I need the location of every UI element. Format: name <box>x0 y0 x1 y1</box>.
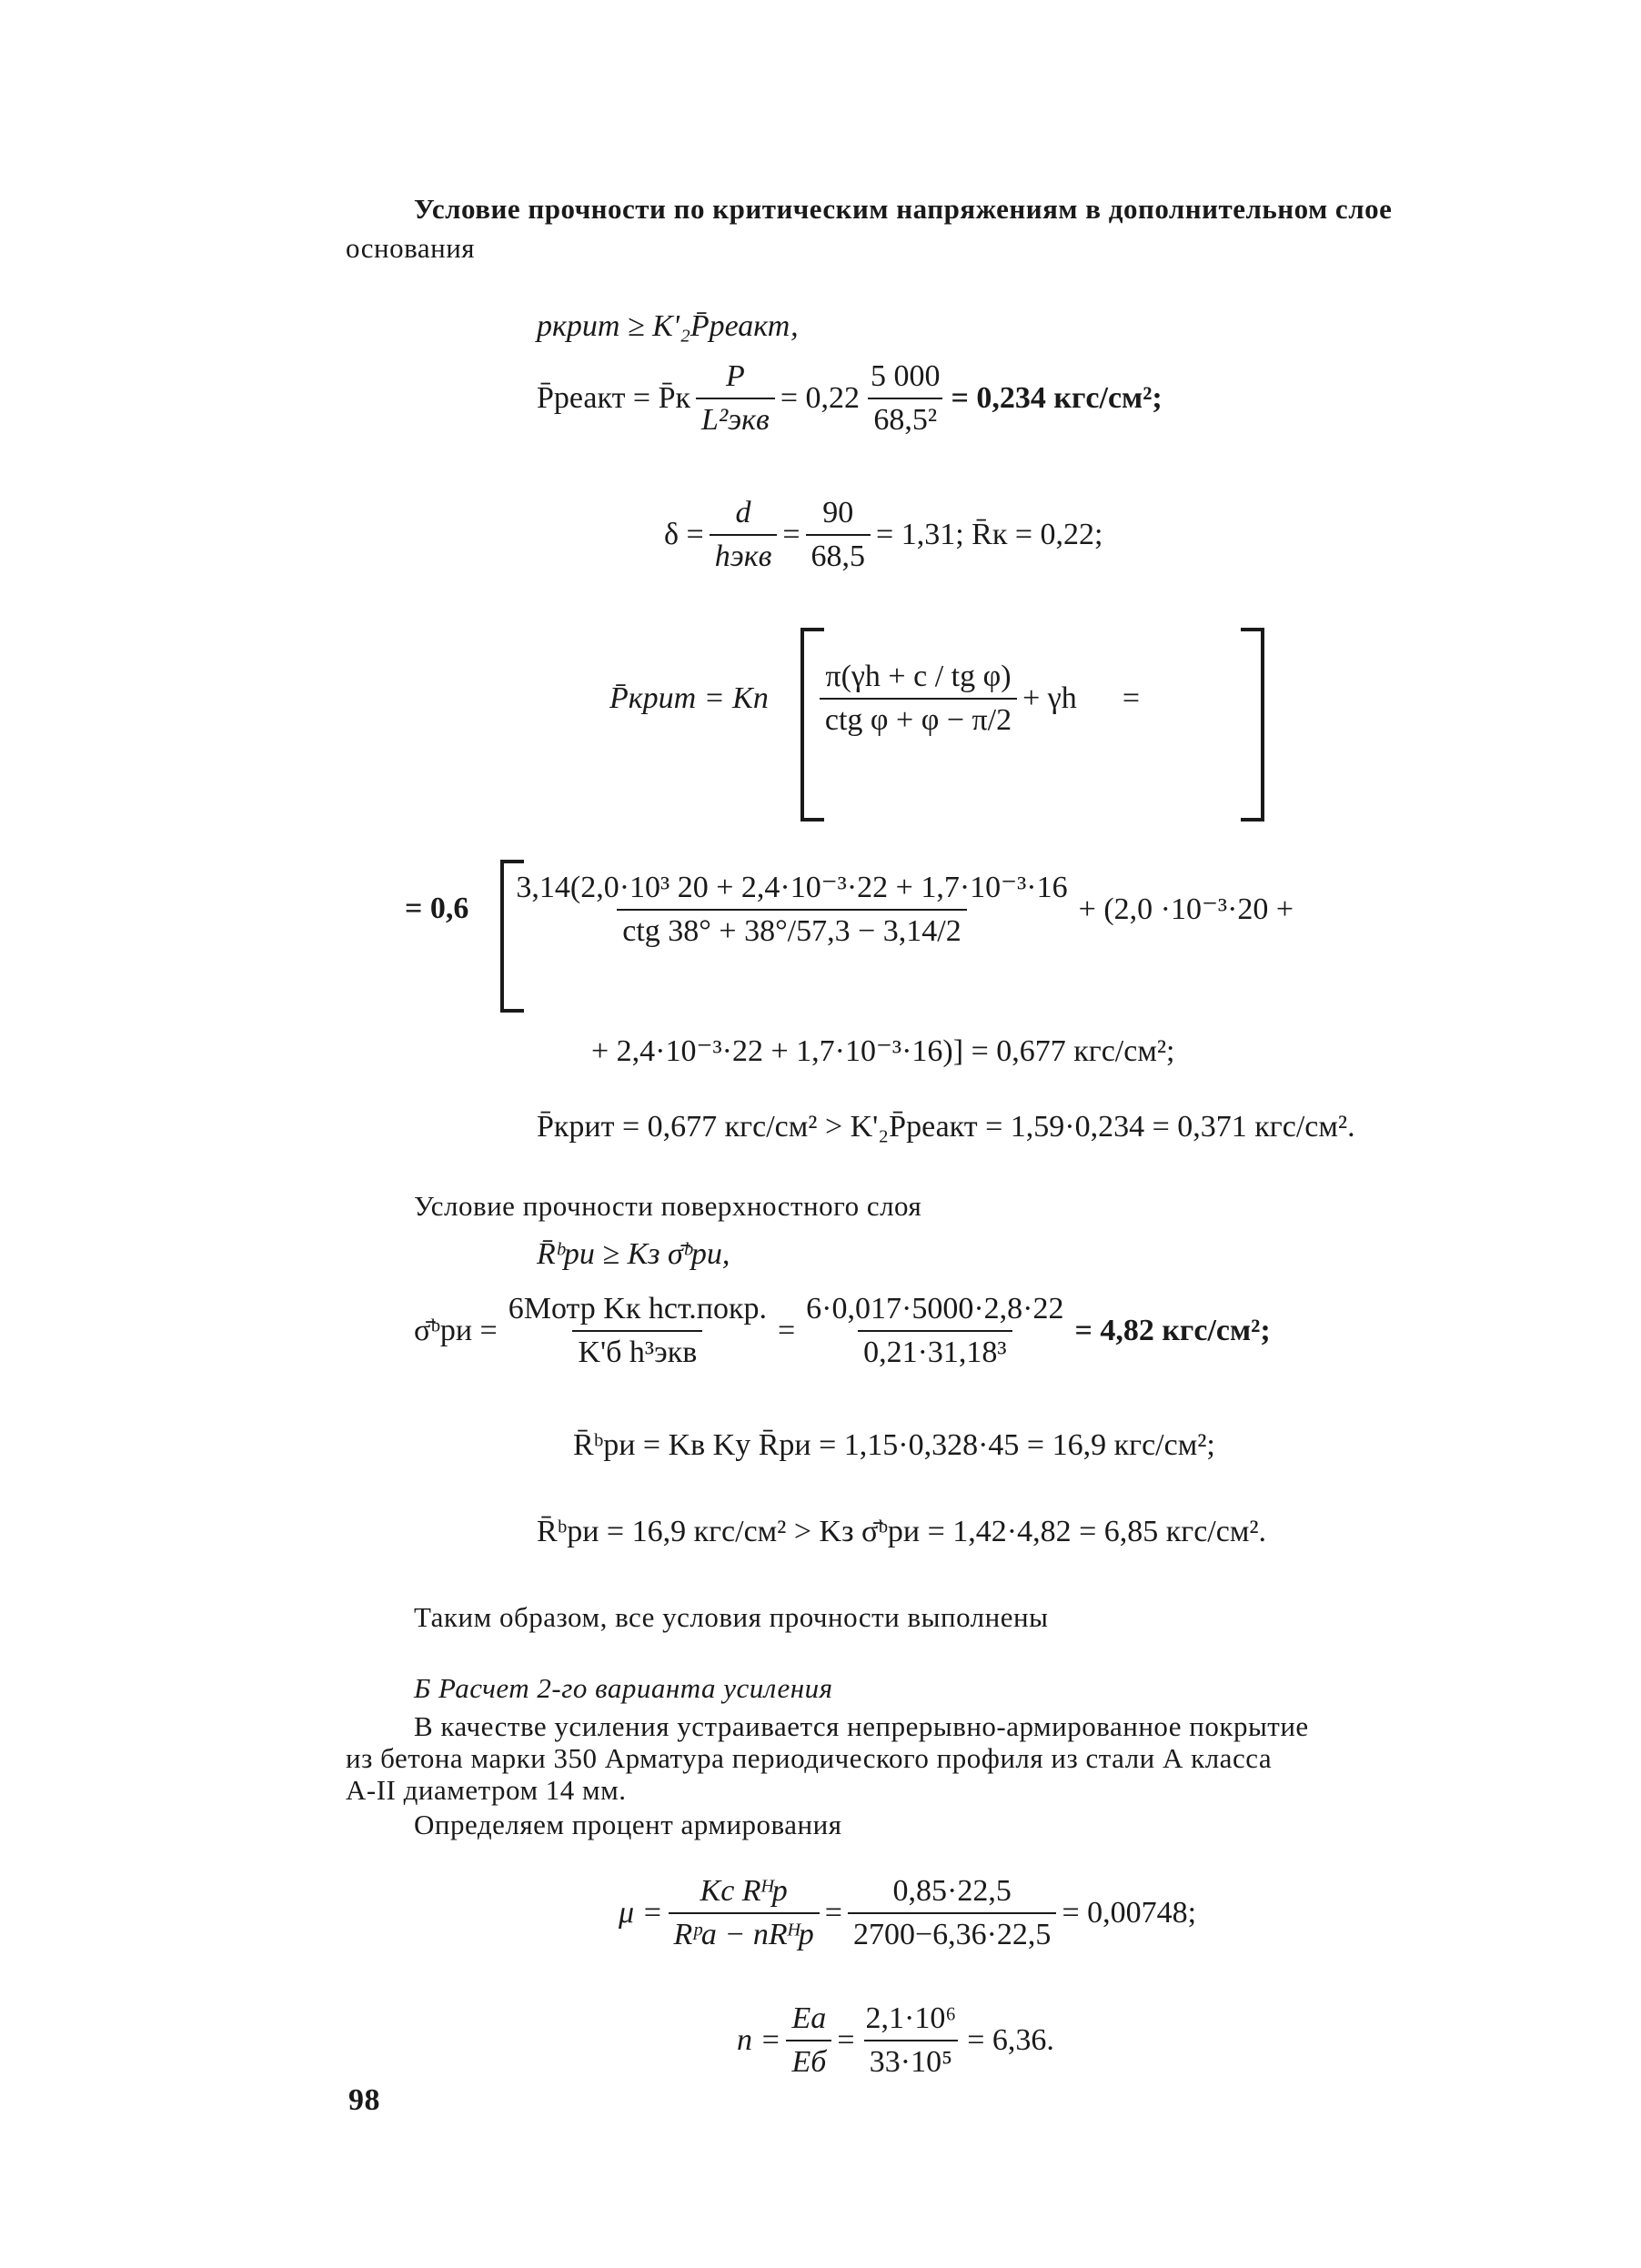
eq4-lhs: P̄крит = Kп <box>609 681 769 715</box>
paragraph-strength-condition-critical <box>414 193 1392 226</box>
eq5-lhs: = 0,6 <box>405 892 469 925</box>
eq2-mid: = 0,22 <box>780 381 860 415</box>
eq2-fraction-1 <box>696 359 775 438</box>
eq13-fraction-1 <box>786 2001 831 2080</box>
eq2-f1-num: P <box>726 359 745 393</box>
eq5-tail: + (2,0 ·10⁻³·20 + <box>1078 892 1294 926</box>
body-line-3: А-II диаметром 14 мм. <box>346 1774 627 1806</box>
body-line-4: Определяем процент армирования <box>414 1809 842 1840</box>
body-line-2: из бетона марки 350 Арматура периодического профиля из стали А класса <box>346 1742 1273 1774</box>
eq13-f1-den: Eб <box>786 2040 831 2080</box>
eq3-f2-den: 68,5 <box>806 534 871 574</box>
eq9-f2-num: 6·0,017·5000·2,8·22 <box>806 1292 1064 1326</box>
eq5-num: 3,14(2,0·10³ 20 + 2,4·10⁻³·22 + 1,7·10⁻³·16 <box>516 871 1068 904</box>
equation-7: P̄крит = 0,677 кгс/см² > K'₂P̄реакт = 1,59·0,234 = 0,371 кгс/см². <box>537 1110 1355 1144</box>
eq13-rhs: = 6,36. <box>967 2023 1054 2057</box>
equation-4 <box>609 660 1140 738</box>
eq12-f2-num: 0,85·22,5 <box>892 1874 1012 1908</box>
equation-6: + 2,4·10⁻³·22 + 1,7·10⁻³·16)] = 0,677 кгс/см²; <box>591 1034 1175 1068</box>
eq13-f2-den: 33·10⁵ <box>864 2040 958 2080</box>
eq5-fraction <box>510 869 1072 949</box>
eq13-fraction-2 <box>861 2001 962 2080</box>
eq13-f1-num: Eа <box>791 2001 827 2035</box>
eq3-fraction-2 <box>806 496 871 574</box>
equation-9 <box>414 1292 1271 1370</box>
eq9-fraction-1 <box>503 1292 772 1370</box>
equation-8: R̄ᵇри ≥ Kз σ̄ᵇри, <box>537 1237 730 1271</box>
eq12-f2-den: 2700−6,36·22,5 <box>848 1912 1057 1952</box>
eq12-lhs: μ = <box>619 1896 663 1930</box>
equation-3 <box>664 496 1103 574</box>
eq13-f2-num: 2,1·10⁶ <box>865 2001 957 2035</box>
paragraph-conclusion: Таким образом, все условия прочности выполнены <box>414 1601 1049 1633</box>
eq3-rhs: = 1,31; R̄к = 0,22; <box>876 518 1103 551</box>
eq2-lhs: P̄реакт = P̄к <box>537 381 691 415</box>
eq4-end: = <box>1122 681 1140 715</box>
eq3-f2-num: 90 <box>822 496 854 529</box>
equation-12 <box>619 1874 1196 1952</box>
body-line-1: В качестве усиления устраивается непрерывно-армированное покрытие <box>414 1710 1309 1742</box>
eq9-rhs: = 4,82 кгс/см²; <box>1074 1314 1271 1347</box>
eq2-rhs: = 0,234 кгс/см²; <box>951 381 1163 415</box>
eq4-den: ctg φ + φ − π/2 <box>820 698 1017 738</box>
paragraph-line-2: основания <box>346 232 476 264</box>
equation-13 <box>737 2001 1054 2080</box>
eq9-f1-num: 6Mотр Kк hст.покр. <box>508 1292 767 1326</box>
eq9-f2-den: 0,21·31,18³ <box>858 1330 1012 1370</box>
eq12-fraction-2 <box>848 1874 1057 1952</box>
eq13-equals: = <box>837 2023 855 2057</box>
eq12-fraction-1 <box>669 1874 820 1952</box>
eq3-fraction-1 <box>710 496 778 574</box>
eq5-den: ctg 38° + 38°/57,3 − 3,14/2 <box>617 909 966 949</box>
page-number: 98 <box>348 2083 380 2117</box>
eq2-fraction-2 <box>865 359 946 438</box>
eq2-f2-den: 68,5² <box>868 398 942 438</box>
eq9-f1-den: K'б h³экв <box>572 1330 702 1370</box>
paragraph-line: Условие прочности по критическим напряжениям в дополнительном слое <box>414 193 1393 225</box>
equation-10: R̄ᵇри = Kв Kу R̄ри = 1,15·0,328·45 = 16,9 кгс/см²; <box>573 1428 1215 1462</box>
eq4-tail: + γh <box>1022 681 1077 715</box>
eq4-fraction <box>820 660 1017 738</box>
eq2-f2-num: 5 000 <box>871 359 941 393</box>
eq3-lhs: δ = <box>664 518 704 551</box>
eq9-lhs: σ̄ᵇри = <box>414 1314 498 1347</box>
eq12-f1-num: Kс Rᴴр <box>700 1874 788 1908</box>
equation-5 <box>405 869 1294 949</box>
eq3-f1-num: d <box>735 496 751 529</box>
paragraph-surface-strength: Условие прочности поверхностного слоя <box>414 1190 922 1222</box>
right-bracket <box>1241 628 1264 822</box>
eq3-equals: = <box>782 518 800 551</box>
eq13-lhs: n = <box>737 2023 781 2057</box>
eq4-num: π(γh + c / tg φ) <box>825 660 1012 693</box>
eq9-equals: = <box>777 1314 796 1347</box>
section-heading-b: Б Расчет 2-го варианта усиления <box>414 1672 833 1704</box>
eq12-equals: = <box>824 1896 842 1930</box>
eq12-rhs: = 0,00748; <box>1062 1896 1197 1930</box>
eq9-fraction-2 <box>800 1292 1069 1370</box>
eq3-f1-den: hэкв <box>710 534 778 574</box>
eq12-f1-den: Rᵖа − nRᴴр <box>669 1912 820 1952</box>
equation-11: R̄ᵇри = 16,9 кгс/см² > Kз σ̄ᵇри = 1,42·4,82 = 6,85 кгс/см². <box>537 1515 1267 1548</box>
equation-1: pкрит ≥ K'₂P̄реакт, <box>537 309 799 343</box>
eq2-f1-den: L²экв <box>696 398 775 438</box>
equation-2 <box>537 359 1163 438</box>
